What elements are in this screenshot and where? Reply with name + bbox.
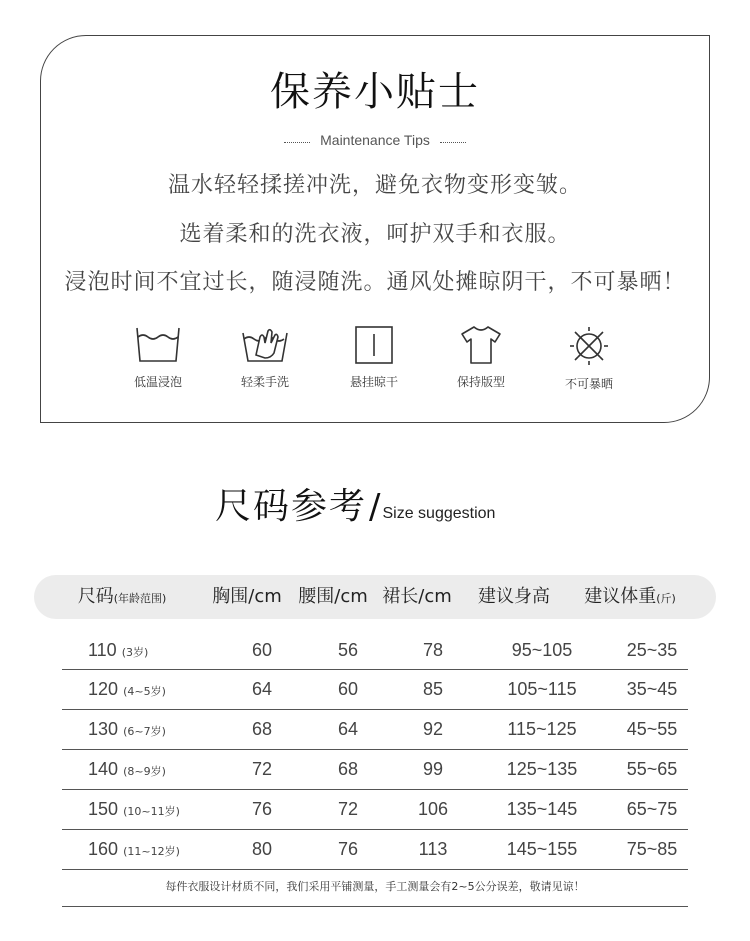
table-row bbox=[62, 790, 688, 830]
cell-size: 110 (3岁) bbox=[88, 640, 149, 660]
cell-weight: 55~65 bbox=[626, 759, 678, 779]
cell-waist: 64 bbox=[337, 719, 359, 739]
cell-weight: 45~55 bbox=[626, 719, 678, 739]
care-icon-item bbox=[215, 325, 315, 390]
table-body bbox=[62, 631, 688, 870]
care-icon-item bbox=[539, 325, 639, 392]
cell-chest: 76 bbox=[251, 799, 273, 819]
cell-size: 140 (8~9岁) bbox=[88, 759, 166, 779]
cell-length: 85 bbox=[422, 679, 444, 699]
table-header bbox=[34, 575, 716, 619]
cell-length: 92 bbox=[422, 719, 444, 739]
cell-length: 78 bbox=[422, 640, 444, 660]
size-title-slash: / bbox=[369, 487, 381, 527]
care-icon-label: 不可暴晒 bbox=[564, 377, 613, 391]
cell-waist: 56 bbox=[337, 640, 359, 660]
care-title: 保养小贴士 bbox=[270, 69, 480, 115]
cell-waist: 60 bbox=[337, 679, 359, 699]
bottom-divider bbox=[62, 906, 688, 907]
cell-weight: 35~45 bbox=[626, 679, 678, 699]
care-icon-item bbox=[324, 325, 424, 390]
cell-length: 99 bbox=[422, 759, 444, 779]
cell-size: 120 (4~5岁) bbox=[88, 679, 166, 699]
care-subtitle-row bbox=[0, 130, 750, 150]
table-row bbox=[62, 710, 688, 750]
cell-size: 130 (6~7岁) bbox=[88, 719, 166, 739]
care-icon-label: 悬挂晾干 bbox=[349, 375, 398, 389]
header-height: 建议身高 bbox=[478, 586, 550, 607]
header-length: 裙长/cm bbox=[382, 586, 452, 607]
cell-chest: 80 bbox=[251, 839, 273, 859]
cell-waist: 68 bbox=[337, 759, 359, 779]
cell-chest: 68 bbox=[251, 719, 273, 739]
table-row bbox=[62, 670, 688, 710]
cell-length: 113 bbox=[418, 839, 448, 859]
care-tip-line: 温水轻轻揉搓冲洗，避免衣物变形变皱。 bbox=[167, 173, 582, 198]
care-subtitle: Maintenance Tips bbox=[284, 132, 466, 148]
cell-size: 160 (11~12岁) bbox=[88, 839, 180, 859]
header-weight: 建议体重(斤) bbox=[584, 586, 676, 607]
cell-waist: 76 bbox=[337, 839, 359, 859]
cell-chest: 64 bbox=[251, 679, 273, 699]
cell-chest: 60 bbox=[251, 640, 273, 660]
cell-height: 105~115 bbox=[507, 679, 577, 699]
care-icon-label: 低温浸泡 bbox=[133, 375, 182, 389]
keep-shape-tshirt-icon bbox=[460, 325, 502, 365]
table-row bbox=[62, 830, 688, 870]
cell-size: 150 (10~11岁) bbox=[88, 799, 180, 819]
table-row bbox=[62, 631, 688, 670]
care-tip-line: 选着柔和的洗衣液，呵护双手和衣服。 bbox=[179, 222, 571, 247]
no-sun-exposure-icon bbox=[568, 325, 610, 367]
low-temp-soak-icon bbox=[135, 325, 181, 365]
measurement-note: 每件衣服设计材质不同，我们采用平铺测量，手工测量会有2~5公分误差，敬请见谅！ bbox=[165, 880, 585, 893]
size-heading bbox=[215, 478, 495, 528]
header-size: 尺码(年龄范围) bbox=[77, 586, 167, 607]
hand-wash-icon bbox=[241, 325, 289, 365]
care-icon-label: 轻柔手洗 bbox=[240, 375, 289, 389]
cell-weight: 75~85 bbox=[626, 839, 678, 859]
header-chest: 胸围/cm bbox=[212, 586, 282, 607]
care-icon-item bbox=[431, 325, 531, 390]
cell-chest: 72 bbox=[251, 759, 273, 779]
size-title: 尺码参考 bbox=[215, 486, 368, 527]
cell-waist: 72 bbox=[337, 799, 359, 819]
cell-height: 135~145 bbox=[506, 799, 578, 819]
cell-height: 115~125 bbox=[507, 719, 577, 739]
cell-weight: 25~35 bbox=[626, 640, 678, 660]
cell-height: 145~155 bbox=[506, 839, 578, 859]
cell-weight: 65~75 bbox=[626, 799, 678, 819]
size-table bbox=[34, 575, 716, 859]
hang-dry-icon bbox=[354, 325, 394, 365]
care-tip-line: 浸泡时间不宜过长，随浸随洗。通风处摊晾阴干，不可暴晒！ bbox=[64, 270, 686, 295]
table-row bbox=[62, 750, 688, 790]
care-icon-item bbox=[108, 325, 208, 390]
cell-length: 106 bbox=[417, 799, 449, 819]
header-waist: 腰围/cm bbox=[298, 586, 368, 607]
care-icons bbox=[0, 325, 750, 395]
size-subtitle: Size suggestion bbox=[382, 505, 496, 522]
care-icon-label: 保持版型 bbox=[456, 375, 505, 389]
cell-height: 125~135 bbox=[506, 759, 578, 779]
cell-height: 95~105 bbox=[511, 640, 573, 660]
